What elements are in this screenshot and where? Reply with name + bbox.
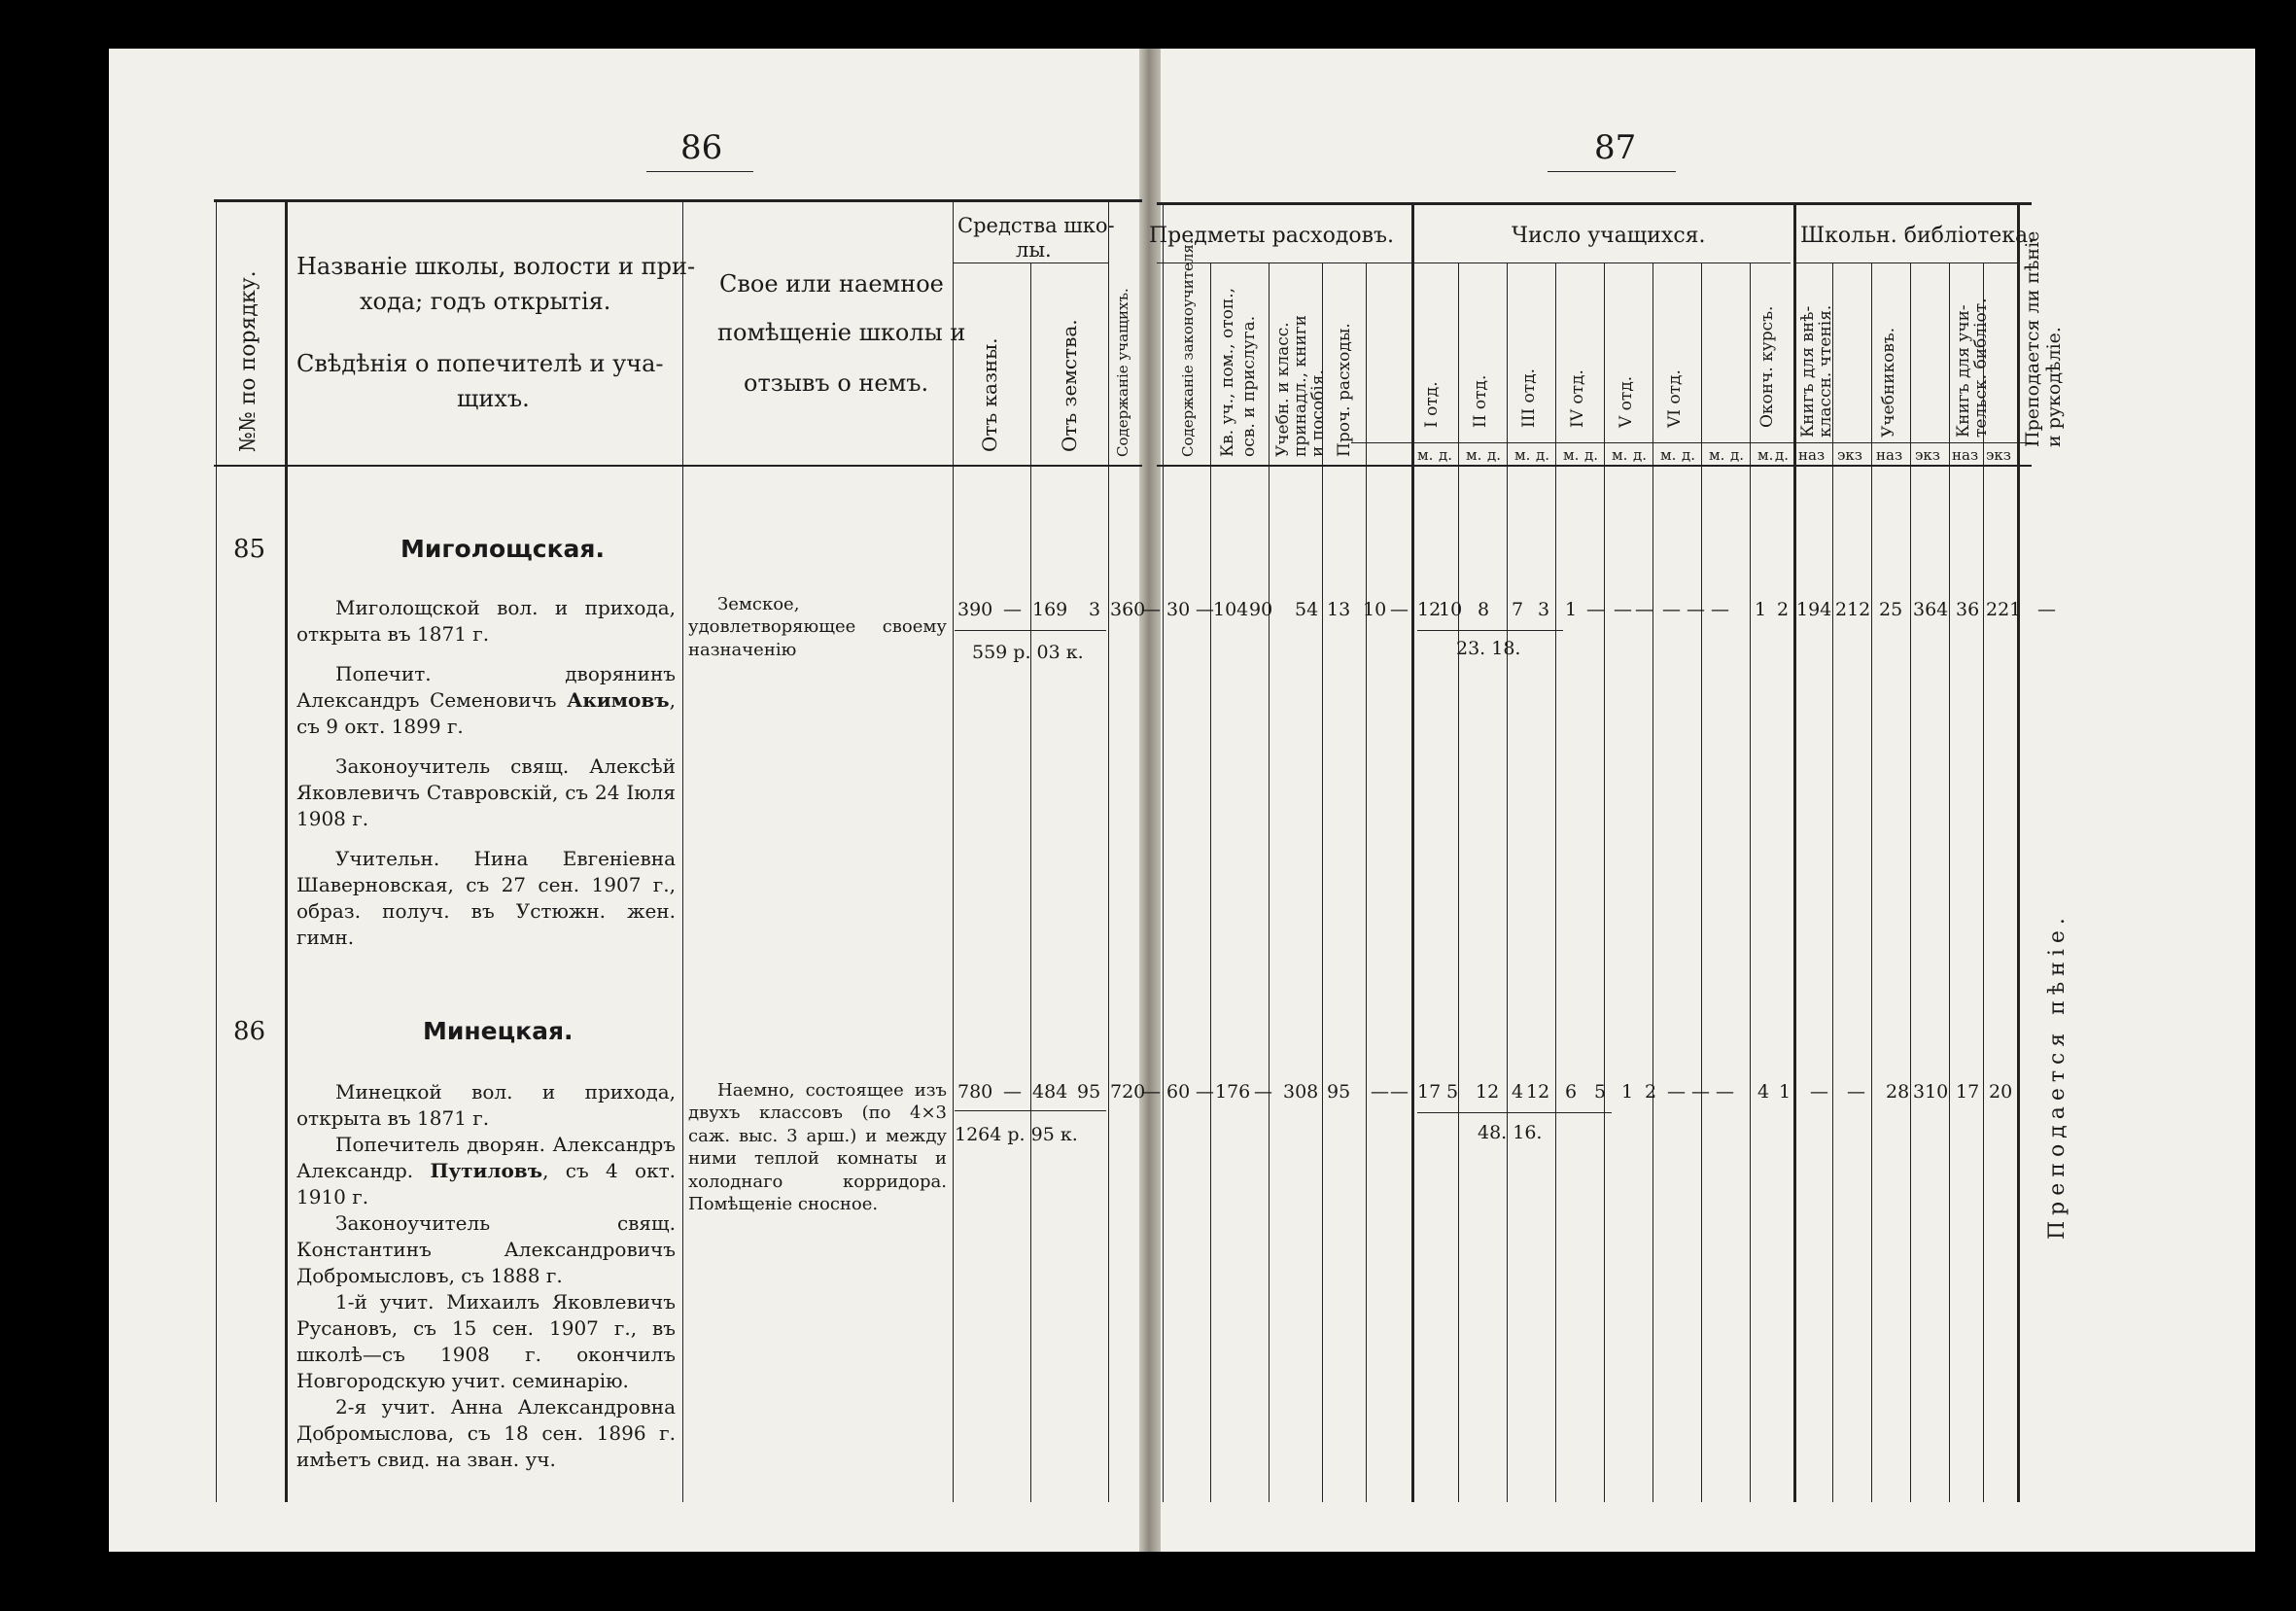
pupils-2d: 7 xyxy=(1512,599,1524,620)
header-exp-other: Проч. расходы. xyxy=(1335,323,1354,457)
col-rule xyxy=(1983,263,1984,1502)
header-funds-treasury: Отъ казны. xyxy=(978,337,1001,452)
school-info xyxy=(296,1079,676,1473)
header-premises: Свое или наемное xyxy=(719,270,944,298)
exp-law: 60 xyxy=(1166,1081,1191,1103)
header-div-4: IV отд. xyxy=(1568,369,1587,428)
header-bottom-rule xyxy=(1157,465,2032,467)
funds-total: 559 р. 03 к. xyxy=(972,642,1084,663)
header-expenses: Предметы расходовъ. xyxy=(1149,224,1394,248)
header-lib-teach: Книгъ для учи- xyxy=(1954,304,1973,438)
label-m: м. xyxy=(1466,446,1482,464)
pupils-6m: — xyxy=(1691,1081,1710,1103)
header-div-6: VI отд. xyxy=(1665,369,1685,428)
header-exp-teachers: Содержаніе учащихъ. xyxy=(1114,288,1131,457)
col-rule xyxy=(1458,263,1459,1502)
col-rule xyxy=(1555,263,1556,1502)
label-m: м. xyxy=(1709,446,1725,464)
exp-other: — xyxy=(1371,1081,1389,1103)
law-teacher: Законоучитель свящ. Константинъ Александровичъ Добромысловъ, съ 1888 г. xyxy=(296,1211,676,1287)
school-name: Миголощская. xyxy=(400,535,605,563)
page-number-rule xyxy=(1548,171,1676,172)
lib-teach-ekz: 20 xyxy=(1989,1081,2013,1103)
label-m: м. xyxy=(1417,446,1434,464)
label-naz: наз xyxy=(1952,446,1979,464)
header-div-2: II отд. xyxy=(1471,374,1490,428)
label-m: м. xyxy=(1660,446,1677,464)
header-exp-rooms: осв. и прислуга. xyxy=(1239,315,1259,457)
lib-teach-naz: 36 xyxy=(1956,599,1980,620)
header-premises: отзывъ о немъ. xyxy=(744,369,929,397)
exp-teachers-k: — xyxy=(1142,599,1161,620)
school-info xyxy=(296,595,676,951)
header-singing: Преподается ли пѣніе xyxy=(2022,230,2043,447)
col-rule xyxy=(1030,263,1031,1502)
label-d: д. xyxy=(1584,446,1599,464)
funds-treasury-k: — xyxy=(1003,1081,1022,1103)
col-rule xyxy=(1871,263,1872,1502)
header-div-1: I отд. xyxy=(1422,381,1442,428)
label-m: м. xyxy=(1514,446,1531,464)
pupils-3d: 6 xyxy=(1565,1081,1578,1103)
funds-zemstvo-k: 95 xyxy=(1077,1081,1101,1103)
teacher-1: 1-й учит. Михаилъ Яковлевичъ Русановъ, съ 15 сен. 1907 г., въ школѣ—съ 1908 г. окончилъ Новгородскую учит. семинарію. xyxy=(296,1290,676,1392)
lib-extra-naz: — xyxy=(1810,1081,1828,1103)
header-exp-books: и пособія. xyxy=(1308,369,1328,457)
header-bottom-rule xyxy=(214,465,1142,467)
header-name: Названіе школы, волости и при- xyxy=(296,253,696,280)
trustee: Попечит. дворянинъ Александръ Семеновичъ Акимовъ, съ 9 окт. 1899 г. xyxy=(296,662,676,738)
col-rule xyxy=(1832,263,1833,1502)
page-number-right: 87 xyxy=(1594,128,1637,167)
singing: — xyxy=(2037,599,2056,620)
lib-teach-ekz: 221 xyxy=(1986,599,2022,620)
school-name: Минецкая. xyxy=(423,1017,574,1045)
lib-teach-naz: 17 xyxy=(1956,1081,1980,1103)
school-opened: Миголощской вол. и прихода, открыта въ 1871 г. xyxy=(296,596,676,646)
pupils-6d: — xyxy=(1716,1081,1734,1103)
law-teacher: Законоучитель свящ. Алексѣй Яковлевичъ Ставровскій, съ 24 Іюля 1908 г. xyxy=(296,754,676,830)
lib-text-naz: 28 xyxy=(1886,1081,1910,1103)
funds-treasury: 390 xyxy=(957,599,993,620)
col-rule xyxy=(1701,263,1702,1502)
label-naz: наз xyxy=(1798,446,1826,464)
exp-other-k: — xyxy=(1390,599,1409,620)
lib-extra-naz: 194 xyxy=(1796,599,1832,620)
col-rule xyxy=(1793,202,1796,1502)
exp-rooms: 176 xyxy=(1215,1081,1251,1103)
funds-zemstvo: 169 xyxy=(1032,599,1068,620)
exp-other: 10 xyxy=(1363,599,1387,620)
col-rule xyxy=(1750,263,1751,1502)
col-rule xyxy=(1910,263,1911,1502)
exp-teachers: 720 xyxy=(1110,1081,1146,1103)
singing: Преподается пѣніе. xyxy=(2045,912,2070,1240)
header-div-5: V отд. xyxy=(1617,375,1636,428)
label-d: д. xyxy=(1439,446,1453,464)
exp-teachers-k: — xyxy=(1142,1081,1161,1103)
header-funds: лы. xyxy=(1016,238,1052,262)
col-rule xyxy=(953,199,954,1502)
pupils-6d: — xyxy=(1711,599,1729,620)
header-lib-teach: тельск. библіот. xyxy=(1971,298,1991,438)
lib-text-ekz: 310 xyxy=(1913,1081,1949,1103)
header-singing: и рукодѣліе. xyxy=(2043,327,2065,447)
exp-law-k: — xyxy=(1196,1081,1214,1103)
teacher-2: 2-я учит. Анна Александровна Добромыслова, съ 18 сен. 1896 г. имѣетъ свид. на зван. уч. xyxy=(296,1395,676,1471)
header-info: Свѣдѣнія о попечителѣ и уча- xyxy=(296,350,664,377)
pupils-grad-d: 1 xyxy=(1779,1081,1792,1103)
pupils-total: 48. 16. xyxy=(1478,1122,1543,1143)
header-name: хода; годъ открытія. xyxy=(360,288,611,315)
col-rule xyxy=(1949,263,1950,1502)
col-rule xyxy=(1652,263,1653,1502)
exp-other-k: — xyxy=(1390,1081,1409,1103)
row-number: 85 xyxy=(233,535,266,564)
lib-text-ekz: 364 xyxy=(1913,599,1949,620)
pupils-5d: — xyxy=(1667,1081,1686,1103)
col-rule xyxy=(682,199,683,1502)
label-ekz: экз xyxy=(1837,446,1862,464)
label-d: д. xyxy=(1633,446,1648,464)
pupils-2d: 4 xyxy=(1512,1081,1524,1103)
pupils-2m: 12 xyxy=(1476,1081,1500,1103)
label-d: д. xyxy=(1487,446,1502,464)
pupils-1d: 10 xyxy=(1439,599,1463,620)
header-info: щихъ. xyxy=(457,385,530,412)
pupils-brace xyxy=(1417,1112,1612,1113)
pupils-4m: 5 xyxy=(1594,1081,1607,1103)
pupils-2m: 8 xyxy=(1478,599,1490,620)
trustee: Попечитель дворян. Александръ Александр. Путиловъ, съ 4 окт. 1910 г. xyxy=(296,1133,676,1208)
exp-rooms-k: 90 xyxy=(1249,599,1273,620)
exp-books: 54 xyxy=(1295,599,1319,620)
pupils-1m: 17 xyxy=(1417,1081,1442,1103)
exp-rooms: 104 xyxy=(1213,599,1249,620)
premises: Наемно, состоящее изъ двухъ классовъ (по 4×3 саж. выс. 3 арш.) и между ними теплой комнаты и холоднаго корридора. Помѣщеніе сносное. xyxy=(688,1080,947,1214)
pupils-3m: 12 xyxy=(1526,1081,1550,1103)
col-rule xyxy=(285,199,288,1502)
exp-books-k: 13 xyxy=(1327,599,1351,620)
funds-brace xyxy=(955,1110,1106,1111)
exp-law-k: — xyxy=(1196,599,1214,620)
exp-books-k: 95 xyxy=(1327,1081,1351,1103)
header-exp-books: Учебн. и класс. xyxy=(1273,322,1293,457)
col-rule xyxy=(1108,199,1109,1502)
col-rule xyxy=(1604,263,1605,1502)
col-rule xyxy=(1411,202,1414,1502)
label-d: д. xyxy=(1682,446,1696,464)
label-d: д. xyxy=(1536,446,1550,464)
header-funds: Средства шко- xyxy=(957,214,1115,237)
col-rule xyxy=(216,199,217,1502)
school-opened: Минецкой вол. и прихода, открыта въ 1871 г. xyxy=(296,1080,676,1130)
col-rule xyxy=(1366,263,1367,1502)
pupils-5m: — xyxy=(1635,599,1653,620)
col-rule xyxy=(1507,263,1508,1502)
pupils-5m: 2 xyxy=(1645,1081,1657,1103)
header-funds-zemstvo: Отъ земства. xyxy=(1058,319,1081,452)
funds-treasury: 780 xyxy=(957,1081,993,1103)
pupils-4d: — xyxy=(1614,599,1632,620)
teacher: Учительн. Нина Евгеніевна Шаверновская, съ 27 сен. 1907 г., образ. получ. въ Устюжн. жен. гимн. xyxy=(296,847,676,949)
exp-rooms-k: — xyxy=(1254,1081,1272,1103)
page-number-rule xyxy=(646,171,753,172)
header-exp-books: принадл., книги xyxy=(1291,314,1310,457)
mf-rule xyxy=(1351,442,2032,443)
pupils-grad-m: 4 xyxy=(1757,1081,1770,1103)
table-top-rule xyxy=(214,199,1142,202)
col-rule xyxy=(2017,202,2020,1502)
pupils-4m: — xyxy=(1586,599,1605,620)
header-number: №№ по порядку. xyxy=(236,270,261,452)
header-lib-extra: классн. чтенія. xyxy=(1816,304,1835,438)
label-ekz: экз xyxy=(1915,446,1940,464)
premises: Земское, удовлетворяющее своему назначенію xyxy=(688,594,947,660)
page-number-left: 86 xyxy=(680,128,723,167)
pupils-5d: — xyxy=(1662,599,1681,620)
pupils-brace xyxy=(1417,630,1563,631)
col-rule xyxy=(1269,263,1270,1502)
pupils-1d: 5 xyxy=(1446,1081,1459,1103)
header-lib-text: Учебниковъ. xyxy=(1879,327,1898,438)
exp-books: 308 xyxy=(1283,1081,1319,1103)
pupils-grad-m: 1 xyxy=(1755,599,1767,620)
funds-treasury-k: — xyxy=(1003,599,1022,620)
pupils-6m: — xyxy=(1687,599,1705,620)
header-pupils: Число учащихся. xyxy=(1512,224,1706,248)
label-d: д. xyxy=(1730,446,1745,464)
header-lib-extra: Книгъ для внѣ- xyxy=(1798,305,1818,438)
funds-brace xyxy=(955,630,1106,631)
exp-teachers: 360 xyxy=(1110,599,1146,620)
pupils-1m: 12 xyxy=(1417,599,1442,620)
funds-zemstvo-k: 3 xyxy=(1089,599,1101,620)
label-m: м. xyxy=(1757,446,1774,464)
pupils-grad-d: 2 xyxy=(1777,599,1790,620)
label-m: м. xyxy=(1612,446,1628,464)
pupils-total: 23. 18. xyxy=(1456,638,1521,659)
header-library: Школьн. библіотека. xyxy=(1800,224,2035,248)
header-exp-rooms: Кв. уч., пом., отоп., xyxy=(1218,287,1237,457)
row-number: 86 xyxy=(233,1017,266,1046)
header-div-grad: Оконч. курсъ. xyxy=(1757,305,1777,428)
col-rule xyxy=(1210,263,1211,1502)
label-naz: наз xyxy=(1876,446,1903,464)
table-top-rule xyxy=(1157,202,2032,205)
book-gutter xyxy=(1139,49,1161,1552)
label-ekz: экз xyxy=(1986,446,2011,464)
header-premises: помѣщеніе школы и xyxy=(717,319,966,346)
exp-law: 30 xyxy=(1166,599,1191,620)
pupils-3d: 1 xyxy=(1565,599,1578,620)
lib-text-naz: 25 xyxy=(1879,599,1903,620)
label-d: д. xyxy=(1775,446,1790,464)
lib-extra-ekz: — xyxy=(1847,1081,1865,1103)
lib-extra-ekz: 212 xyxy=(1835,599,1871,620)
header-exp-law: Содержаніе законоучителя. xyxy=(1179,239,1197,457)
label-m: м. xyxy=(1563,446,1580,464)
funds-zemstvo: 484 xyxy=(1032,1081,1068,1103)
pupils-4d: 1 xyxy=(1621,1081,1634,1103)
pupils-3m: 3 xyxy=(1538,599,1550,620)
header-div-3: III отд. xyxy=(1519,368,1539,428)
funds-total: 1264 р. 95 к. xyxy=(955,1124,1078,1145)
col-rule xyxy=(1163,202,1164,1502)
